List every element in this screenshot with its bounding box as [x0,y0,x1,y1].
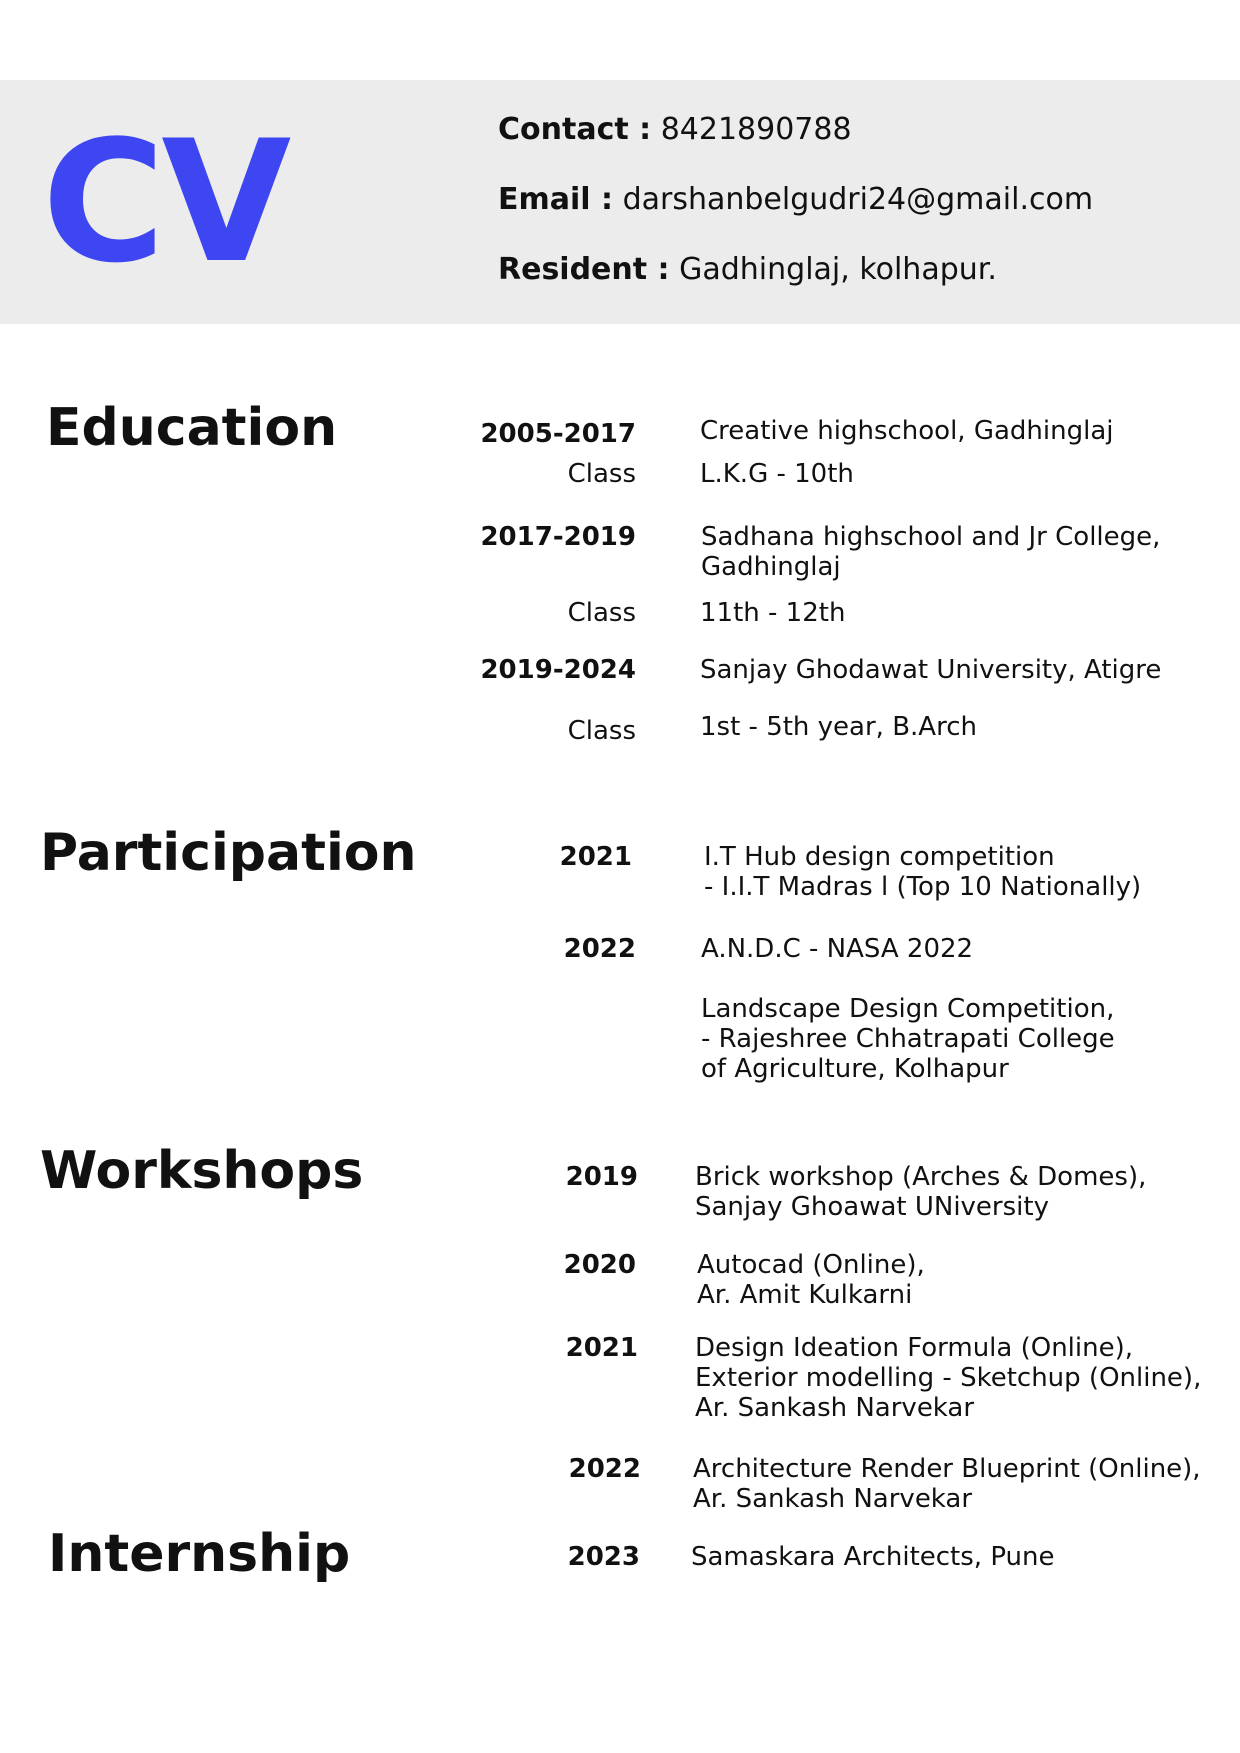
contact-label: Contact : [498,112,652,147]
education-class-label: Class [567,716,636,746]
participation-entry: Landscape Design Competition, - Rajeshree Chhatrapati College of Agriculture, Kolhapur [701,994,1115,1084]
education-class-label: Class [567,459,636,489]
education-institution: Creative highschool, Gadhinglaj [700,416,1114,446]
resident-label: Resident : [498,252,670,287]
internship-entry: Samaskara Architects, Pune [691,1542,1055,1572]
workshop-year: 2022 [568,1454,641,1484]
contact-line [498,112,852,148]
workshop-entry: Brick workshop (Arches & Domes), Sanjay Ghoawat UNiversity [695,1162,1147,1222]
resident-line [498,252,997,288]
education-heading: Education [46,398,338,458]
resident-value: Gadhinglaj, kolhapur. [679,252,997,287]
workshop-year: 2019 [565,1162,638,1192]
email-line [498,182,1093,218]
participation-year: 2022 [563,934,636,964]
workshop-entry: Architecture Render Blueprint (Online), Ar. Sankash Narvekar [693,1454,1201,1514]
participation-entry: A.N.D.C - NASA 2022 [701,934,974,964]
workshop-year: 2020 [563,1250,636,1280]
participation-year: 2021 [559,842,632,872]
workshop-entry: Design Ideation Formula (Online), Exterior modelling - Sketchup (Online), Ar. Sankash Narvekar [695,1333,1202,1423]
email-value: darshanbelgudri24@gmail.com [622,182,1094,217]
education-year: 2017-2019 [480,522,636,552]
participation-heading: Participation [40,823,417,883]
education-institution: Sanjay Ghodawat University, Atigre [700,655,1162,685]
education-year: 2019-2024 [480,655,636,685]
email-label: Email : [498,182,614,217]
workshop-year: 2021 [565,1333,638,1363]
workshops-heading: Workshops [40,1141,364,1201]
participation-entry: I.T Hub design competition - I.I.T Madras l (Top 10 Nationally) [704,842,1142,902]
education-class-value: L.K.G - 10th [700,459,854,489]
education-class-value: 11th - 12th [700,598,846,628]
contact-value: 8421890788 [660,112,852,147]
internship-heading: Internship [48,1524,351,1584]
education-year: 2005-2017 [480,419,636,449]
education-class-value: 1st - 5th year, B.Arch [700,712,977,742]
workshop-entry: Autocad (Online), Ar. Amit Kulkarni [697,1250,925,1310]
education-class-label: Class [567,598,636,628]
cv-title: CV [42,104,288,300]
education-institution: Sadhana highschool and Jr College, Gadhinglaj [701,522,1161,582]
internship-year: 2023 [567,1542,640,1572]
